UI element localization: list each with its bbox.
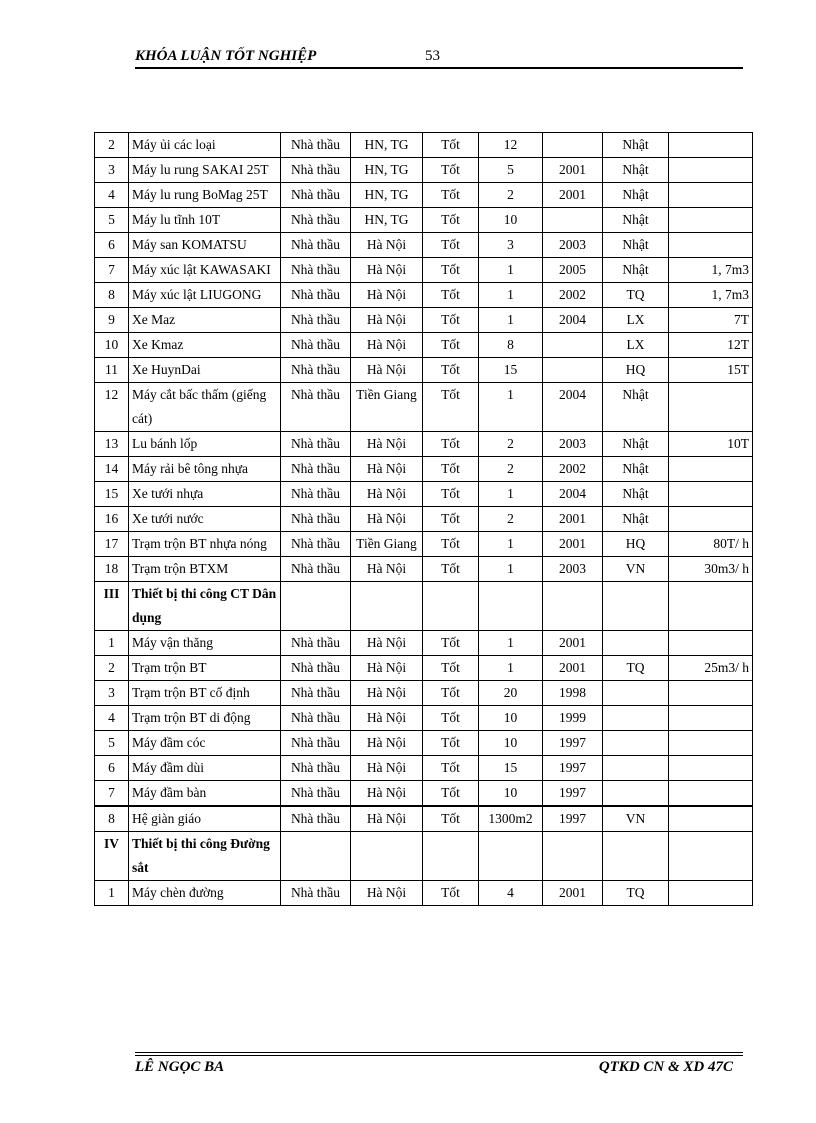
cell-no: IV: [95, 832, 129, 881]
cell-equipment-name: Máy san KOMATSU: [129, 233, 281, 258]
table-row: [95, 706, 753, 731]
cell-location: Hà Nội: [351, 432, 423, 457]
cell-capacity: [669, 507, 753, 532]
cell-owner: Nhà thầu: [281, 507, 351, 532]
cell-no: 4: [95, 183, 129, 208]
cell-capacity: [669, 582, 753, 631]
cell-no: 7: [95, 258, 129, 283]
cell-condition: Tốt: [423, 781, 479, 807]
cell-equipment-name: Xe tưới nước: [129, 507, 281, 532]
cell-capacity: [669, 208, 753, 233]
cell-capacity: [669, 233, 753, 258]
cell-equipment-name: Máy chèn đường: [129, 881, 281, 906]
cell-year: 2004: [543, 383, 603, 432]
table-row: [95, 457, 753, 482]
table-row: [95, 333, 753, 358]
cell-origin: Nhật: [603, 507, 669, 532]
table-row: [95, 681, 753, 706]
cell-location: Hà Nội: [351, 233, 423, 258]
cell-condition: Tốt: [423, 233, 479, 258]
cell-location: Tiền Giang: [351, 532, 423, 557]
cell-origin: Nhật: [603, 457, 669, 482]
cell-owner: Nhà thầu: [281, 631, 351, 656]
cell-owner: Nhà thầu: [281, 432, 351, 457]
table-row: [95, 731, 753, 756]
cell-quantity: 10: [479, 706, 543, 731]
cell-origin: [603, 631, 669, 656]
cell-condition: Tốt: [423, 631, 479, 656]
cell-owner: Nhà thầu: [281, 183, 351, 208]
cell-location: Tiền Giang: [351, 383, 423, 432]
cell-quantity: 2: [479, 183, 543, 208]
cell-location: Hà Nội: [351, 258, 423, 283]
cell-origin: [603, 582, 669, 631]
cell-condition: Tốt: [423, 358, 479, 383]
cell-quantity: [479, 582, 543, 631]
cell-no: 4: [95, 706, 129, 731]
cell-owner: Nhà thầu: [281, 756, 351, 781]
cell-capacity: [669, 681, 753, 706]
cell-quantity: 4: [479, 881, 543, 906]
cell-equipment-name: Máy ủi các loại: [129, 133, 281, 158]
cell-capacity: 15T: [669, 358, 753, 383]
cell-no: 8: [95, 806, 129, 832]
cell-year: [543, 832, 603, 881]
cell-origin: Nhật: [603, 432, 669, 457]
cell-no: 5: [95, 731, 129, 756]
cell-year: 1997: [543, 731, 603, 756]
cell-capacity: [669, 756, 753, 781]
cell-year: 1998: [543, 681, 603, 706]
cell-quantity: 8: [479, 333, 543, 358]
cell-condition: Tốt: [423, 806, 479, 832]
cell-condition: Tốt: [423, 656, 479, 681]
cell-condition: [423, 832, 479, 881]
cell-origin: VN: [603, 806, 669, 832]
cell-equipment-name: Trạm trộn BT cố định: [129, 681, 281, 706]
cell-quantity: 2: [479, 457, 543, 482]
cell-equipment-name: Máy xúc lật LIUGONG: [129, 283, 281, 308]
footer-rule-inner: [135, 1055, 743, 1056]
cell-year: 2003: [543, 557, 603, 582]
cell-no: 9: [95, 308, 129, 333]
cell-location: Hà Nội: [351, 283, 423, 308]
cell-condition: Tốt: [423, 532, 479, 557]
header-rule: [135, 67, 743, 69]
cell-year: 2003: [543, 432, 603, 457]
cell-capacity: [669, 158, 753, 183]
cell-no: 15: [95, 482, 129, 507]
cell-year: 2004: [543, 308, 603, 333]
cell-equipment-name: Máy đầm bàn: [129, 781, 281, 807]
cell-capacity: [669, 881, 753, 906]
cell-origin: Nhật: [603, 133, 669, 158]
cell-location: Hà Nội: [351, 881, 423, 906]
cell-year: 2001: [543, 532, 603, 557]
cell-condition: Tốt: [423, 383, 479, 432]
cell-owner: Nhà thầu: [281, 383, 351, 432]
cell-quantity: 10: [479, 208, 543, 233]
cell-no: 14: [95, 457, 129, 482]
cell-year: [543, 208, 603, 233]
section-row: [95, 582, 753, 631]
cell-equipment-name: Trạm trộn BTXM: [129, 557, 281, 582]
cell-capacity: 7T: [669, 308, 753, 333]
cell-capacity: 25m3/ h: [669, 656, 753, 681]
cell-quantity: 3: [479, 233, 543, 258]
cell-condition: Tốt: [423, 283, 479, 308]
cell-owner: [281, 582, 351, 631]
cell-equipment-name: Máy cắt bấc thấm (giếng cát): [129, 383, 281, 432]
cell-year: 2001: [543, 656, 603, 681]
cell-location: Hà Nội: [351, 806, 423, 832]
cell-capacity: [669, 706, 753, 731]
cell-capacity: 1, 7m3: [669, 258, 753, 283]
cell-no: 12: [95, 383, 129, 432]
cell-quantity: 1: [479, 532, 543, 557]
cell-quantity: 1: [479, 283, 543, 308]
cell-year: [543, 358, 603, 383]
cell-owner: [281, 832, 351, 881]
page-header: [135, 48, 743, 68]
cell-no: 8: [95, 283, 129, 308]
table-row: [95, 631, 753, 656]
cell-equipment-name: Xe HuynDai: [129, 358, 281, 383]
cell-origin: [603, 756, 669, 781]
cell-location: Hà Nội: [351, 482, 423, 507]
cell-quantity: 1: [479, 557, 543, 582]
table-row: [95, 656, 753, 681]
cell-owner: Nhà thầu: [281, 656, 351, 681]
cell-owner: Nhà thầu: [281, 532, 351, 557]
cell-condition: Tốt: [423, 208, 479, 233]
cell-capacity: [669, 133, 753, 158]
cell-quantity: 1: [479, 482, 543, 507]
cell-location: Hà Nội: [351, 756, 423, 781]
cell-origin: Nhật: [603, 233, 669, 258]
table-row: [95, 208, 753, 233]
cell-year: 1997: [543, 806, 603, 832]
cell-year: 2001: [543, 507, 603, 532]
cell-year: 1999: [543, 706, 603, 731]
table-row: [95, 308, 753, 333]
cell-no: 10: [95, 333, 129, 358]
cell-no: 3: [95, 158, 129, 183]
cell-no: 11: [95, 358, 129, 383]
cell-origin: HQ: [603, 532, 669, 557]
cell-condition: Tốt: [423, 133, 479, 158]
cell-owner: Nhà thầu: [281, 731, 351, 756]
cell-condition: Tốt: [423, 557, 479, 582]
table-row: [95, 183, 753, 208]
cell-location: Hà Nội: [351, 656, 423, 681]
cell-equipment-name: Hệ giàn giáo: [129, 806, 281, 832]
cell-location: Hà Nội: [351, 557, 423, 582]
cell-equipment-name: Trạm trộn BT: [129, 656, 281, 681]
cell-origin: [603, 731, 669, 756]
table-row: [95, 258, 753, 283]
cell-no: 1: [95, 881, 129, 906]
cell-year: 2005: [543, 258, 603, 283]
table-row: [95, 756, 753, 781]
cell-no: 3: [95, 681, 129, 706]
cell-capacity: 80T/ h: [669, 532, 753, 557]
cell-location: HN, TG: [351, 208, 423, 233]
cell-year: 2003: [543, 233, 603, 258]
cell-capacity: [669, 383, 753, 432]
cell-quantity: 1: [479, 383, 543, 432]
cell-capacity: 30m3/ h: [669, 557, 753, 582]
cell-capacity: [669, 482, 753, 507]
cell-year: 2004: [543, 482, 603, 507]
table-row: [95, 482, 753, 507]
cell-owner: Nhà thầu: [281, 457, 351, 482]
cell-quantity: [479, 832, 543, 881]
cell-quantity: 1300m2: [479, 806, 543, 832]
table-row: [95, 358, 753, 383]
cell-condition: Tốt: [423, 482, 479, 507]
cell-quantity: 1: [479, 308, 543, 333]
cell-equipment-name: Máy đầm cóc: [129, 731, 281, 756]
cell-quantity: 10: [479, 731, 543, 756]
cell-location: Hà Nội: [351, 631, 423, 656]
cell-origin: [603, 681, 669, 706]
cell-condition: Tốt: [423, 183, 479, 208]
cell-no: 6: [95, 233, 129, 258]
cell-capacity: 12T: [669, 333, 753, 358]
cell-capacity: 10T: [669, 432, 753, 457]
cell-year: [543, 582, 603, 631]
cell-origin: [603, 832, 669, 881]
cell-location: Hà Nội: [351, 731, 423, 756]
table-row: [95, 283, 753, 308]
cell-owner: Nhà thầu: [281, 806, 351, 832]
cell-owner: Nhà thầu: [281, 681, 351, 706]
cell-location: Hà Nội: [351, 358, 423, 383]
cell-location: HN, TG: [351, 183, 423, 208]
cell-location: Hà Nội: [351, 308, 423, 333]
cell-equipment-name: Trạm trộn BT di động: [129, 706, 281, 731]
cell-no: 7: [95, 781, 129, 807]
cell-year: 2001: [543, 881, 603, 906]
cell-origin: Nhật: [603, 482, 669, 507]
cell-location: [351, 582, 423, 631]
cell-no: 13: [95, 432, 129, 457]
cell-origin: Nhật: [603, 183, 669, 208]
cell-capacity: [669, 731, 753, 756]
cell-condition: Tốt: [423, 432, 479, 457]
cell-owner: Nhà thầu: [281, 358, 351, 383]
cell-capacity: [669, 631, 753, 656]
cell-origin: [603, 781, 669, 807]
cell-equipment-name: Máy vận thăng: [129, 631, 281, 656]
cell-owner: Nhà thầu: [281, 781, 351, 807]
cell-no: 2: [95, 133, 129, 158]
cell-owner: Nhà thầu: [281, 482, 351, 507]
cell-owner: Nhà thầu: [281, 881, 351, 906]
cell-equipment-name: Lu bánh lốp: [129, 432, 281, 457]
cell-no: 18: [95, 557, 129, 582]
equipment-table-body: [95, 133, 753, 906]
cell-location: Hà Nội: [351, 706, 423, 731]
cell-location: HN, TG: [351, 133, 423, 158]
cell-condition: Tốt: [423, 457, 479, 482]
cell-condition: Tốt: [423, 706, 479, 731]
cell-equipment-name: Xe tưới nhựa: [129, 482, 281, 507]
cell-equipment-name: Máy lu tĩnh 10T: [129, 208, 281, 233]
cell-condition: Tốt: [423, 158, 479, 183]
cell-quantity: 1: [479, 656, 543, 681]
cell-quantity: 15: [479, 358, 543, 383]
cell-equipment-name: Máy lu rung BoMag 25T: [129, 183, 281, 208]
cell-quantity: 15: [479, 756, 543, 781]
cell-quantity: 12: [479, 133, 543, 158]
cell-location: HN, TG: [351, 158, 423, 183]
table-row: [95, 133, 753, 158]
cell-quantity: 20: [479, 681, 543, 706]
cell-origin: Nhật: [603, 208, 669, 233]
cell-location: Hà Nội: [351, 681, 423, 706]
cell-capacity: [669, 457, 753, 482]
footer-rule: [135, 1052, 743, 1053]
table-row: [95, 507, 753, 532]
cell-capacity: 1, 7m3: [669, 283, 753, 308]
cell-condition: Tốt: [423, 308, 479, 333]
cell-year: 2002: [543, 457, 603, 482]
cell-quantity: 5: [479, 158, 543, 183]
cell-owner: Nhà thầu: [281, 308, 351, 333]
cell-owner: Nhà thầu: [281, 706, 351, 731]
cell-origin: LX: [603, 333, 669, 358]
cell-location: [351, 832, 423, 881]
cell-origin: LX: [603, 308, 669, 333]
cell-condition: [423, 582, 479, 631]
table-row: [95, 383, 753, 432]
cell-condition: Tốt: [423, 507, 479, 532]
cell-year: 2002: [543, 283, 603, 308]
cell-equipment-name: Máy rải bê tông nhựa: [129, 457, 281, 482]
cell-capacity: [669, 832, 753, 881]
cell-year: 1997: [543, 781, 603, 807]
cell-capacity: [669, 781, 753, 807]
table-row: [95, 532, 753, 557]
cell-origin: TQ: [603, 283, 669, 308]
cell-no: 1: [95, 631, 129, 656]
cell-equipment-name: Thiết bị thi công CT Dân dụng: [129, 582, 281, 631]
cell-no: 17: [95, 532, 129, 557]
table-row: [95, 806, 753, 832]
cell-quantity: 1: [479, 258, 543, 283]
cell-no: 5: [95, 208, 129, 233]
cell-owner: Nhà thầu: [281, 283, 351, 308]
page-footer: [135, 1052, 743, 1082]
cell-location: Hà Nội: [351, 333, 423, 358]
cell-no: III: [95, 582, 129, 631]
cell-no: 6: [95, 756, 129, 781]
thesis-title: KHÓA LUẬN TỐT NGHIỆP: [135, 48, 317, 64]
section-row: [95, 832, 753, 881]
table-row: [95, 432, 753, 457]
cell-origin: TQ: [603, 881, 669, 906]
cell-location: Hà Nội: [351, 507, 423, 532]
cell-location: Hà Nội: [351, 781, 423, 807]
cell-equipment-name: Thiết bị thi công Đường sắt: [129, 832, 281, 881]
cell-owner: Nhà thầu: [281, 208, 351, 233]
cell-origin: Nhật: [603, 383, 669, 432]
table-row: [95, 781, 753, 807]
cell-origin: HQ: [603, 358, 669, 383]
cell-year: [543, 133, 603, 158]
cell-origin: VN: [603, 557, 669, 582]
class-name: QTKD CN & XD 47C: [598, 1059, 733, 1075]
cell-no: 2: [95, 656, 129, 681]
cell-condition: Tốt: [423, 731, 479, 756]
cell-location: Hà Nội: [351, 457, 423, 482]
cell-condition: Tốt: [423, 681, 479, 706]
cell-equipment-name: Xe Maz: [129, 308, 281, 333]
cell-origin: TQ: [603, 656, 669, 681]
cell-no: 16: [95, 507, 129, 532]
cell-origin: Nhật: [603, 258, 669, 283]
table-row: [95, 881, 753, 906]
cell-owner: Nhà thầu: [281, 133, 351, 158]
cell-owner: Nhà thầu: [281, 258, 351, 283]
cell-condition: Tốt: [423, 756, 479, 781]
cell-owner: Nhà thầu: [281, 557, 351, 582]
cell-quantity: 10: [479, 781, 543, 807]
cell-year: 2001: [543, 158, 603, 183]
cell-year: 2001: [543, 631, 603, 656]
cell-owner: Nhà thầu: [281, 333, 351, 358]
cell-condition: Tốt: [423, 258, 479, 283]
cell-equipment-name: Máy lu rung SAKAI 25T: [129, 158, 281, 183]
cell-equipment-name: Trạm trộn BT nhựa nóng: [129, 532, 281, 557]
table-row: [95, 158, 753, 183]
cell-origin: [603, 706, 669, 731]
cell-year: [543, 333, 603, 358]
cell-owner: Nhà thầu: [281, 158, 351, 183]
cell-capacity: [669, 183, 753, 208]
cell-owner: Nhà thầu: [281, 233, 351, 258]
cell-condition: Tốt: [423, 881, 479, 906]
cell-quantity: 2: [479, 432, 543, 457]
cell-equipment-name: Máy đầm dùi: [129, 756, 281, 781]
table-row: [95, 233, 753, 258]
equipment-table: [94, 132, 753, 906]
page-number: 53: [425, 48, 440, 64]
cell-year: 1997: [543, 756, 603, 781]
cell-condition: Tốt: [423, 333, 479, 358]
table-row: [95, 557, 753, 582]
cell-quantity: 2: [479, 507, 543, 532]
cell-origin: Nhật: [603, 158, 669, 183]
cell-quantity: 1: [479, 631, 543, 656]
author-name: LÊ NGỌC BA: [135, 1059, 225, 1075]
cell-equipment-name: Xe Kmaz: [129, 333, 281, 358]
cell-year: 2001: [543, 183, 603, 208]
cell-equipment-name: Máy xúc lật KAWASAKI: [129, 258, 281, 283]
cell-capacity: [669, 806, 753, 832]
